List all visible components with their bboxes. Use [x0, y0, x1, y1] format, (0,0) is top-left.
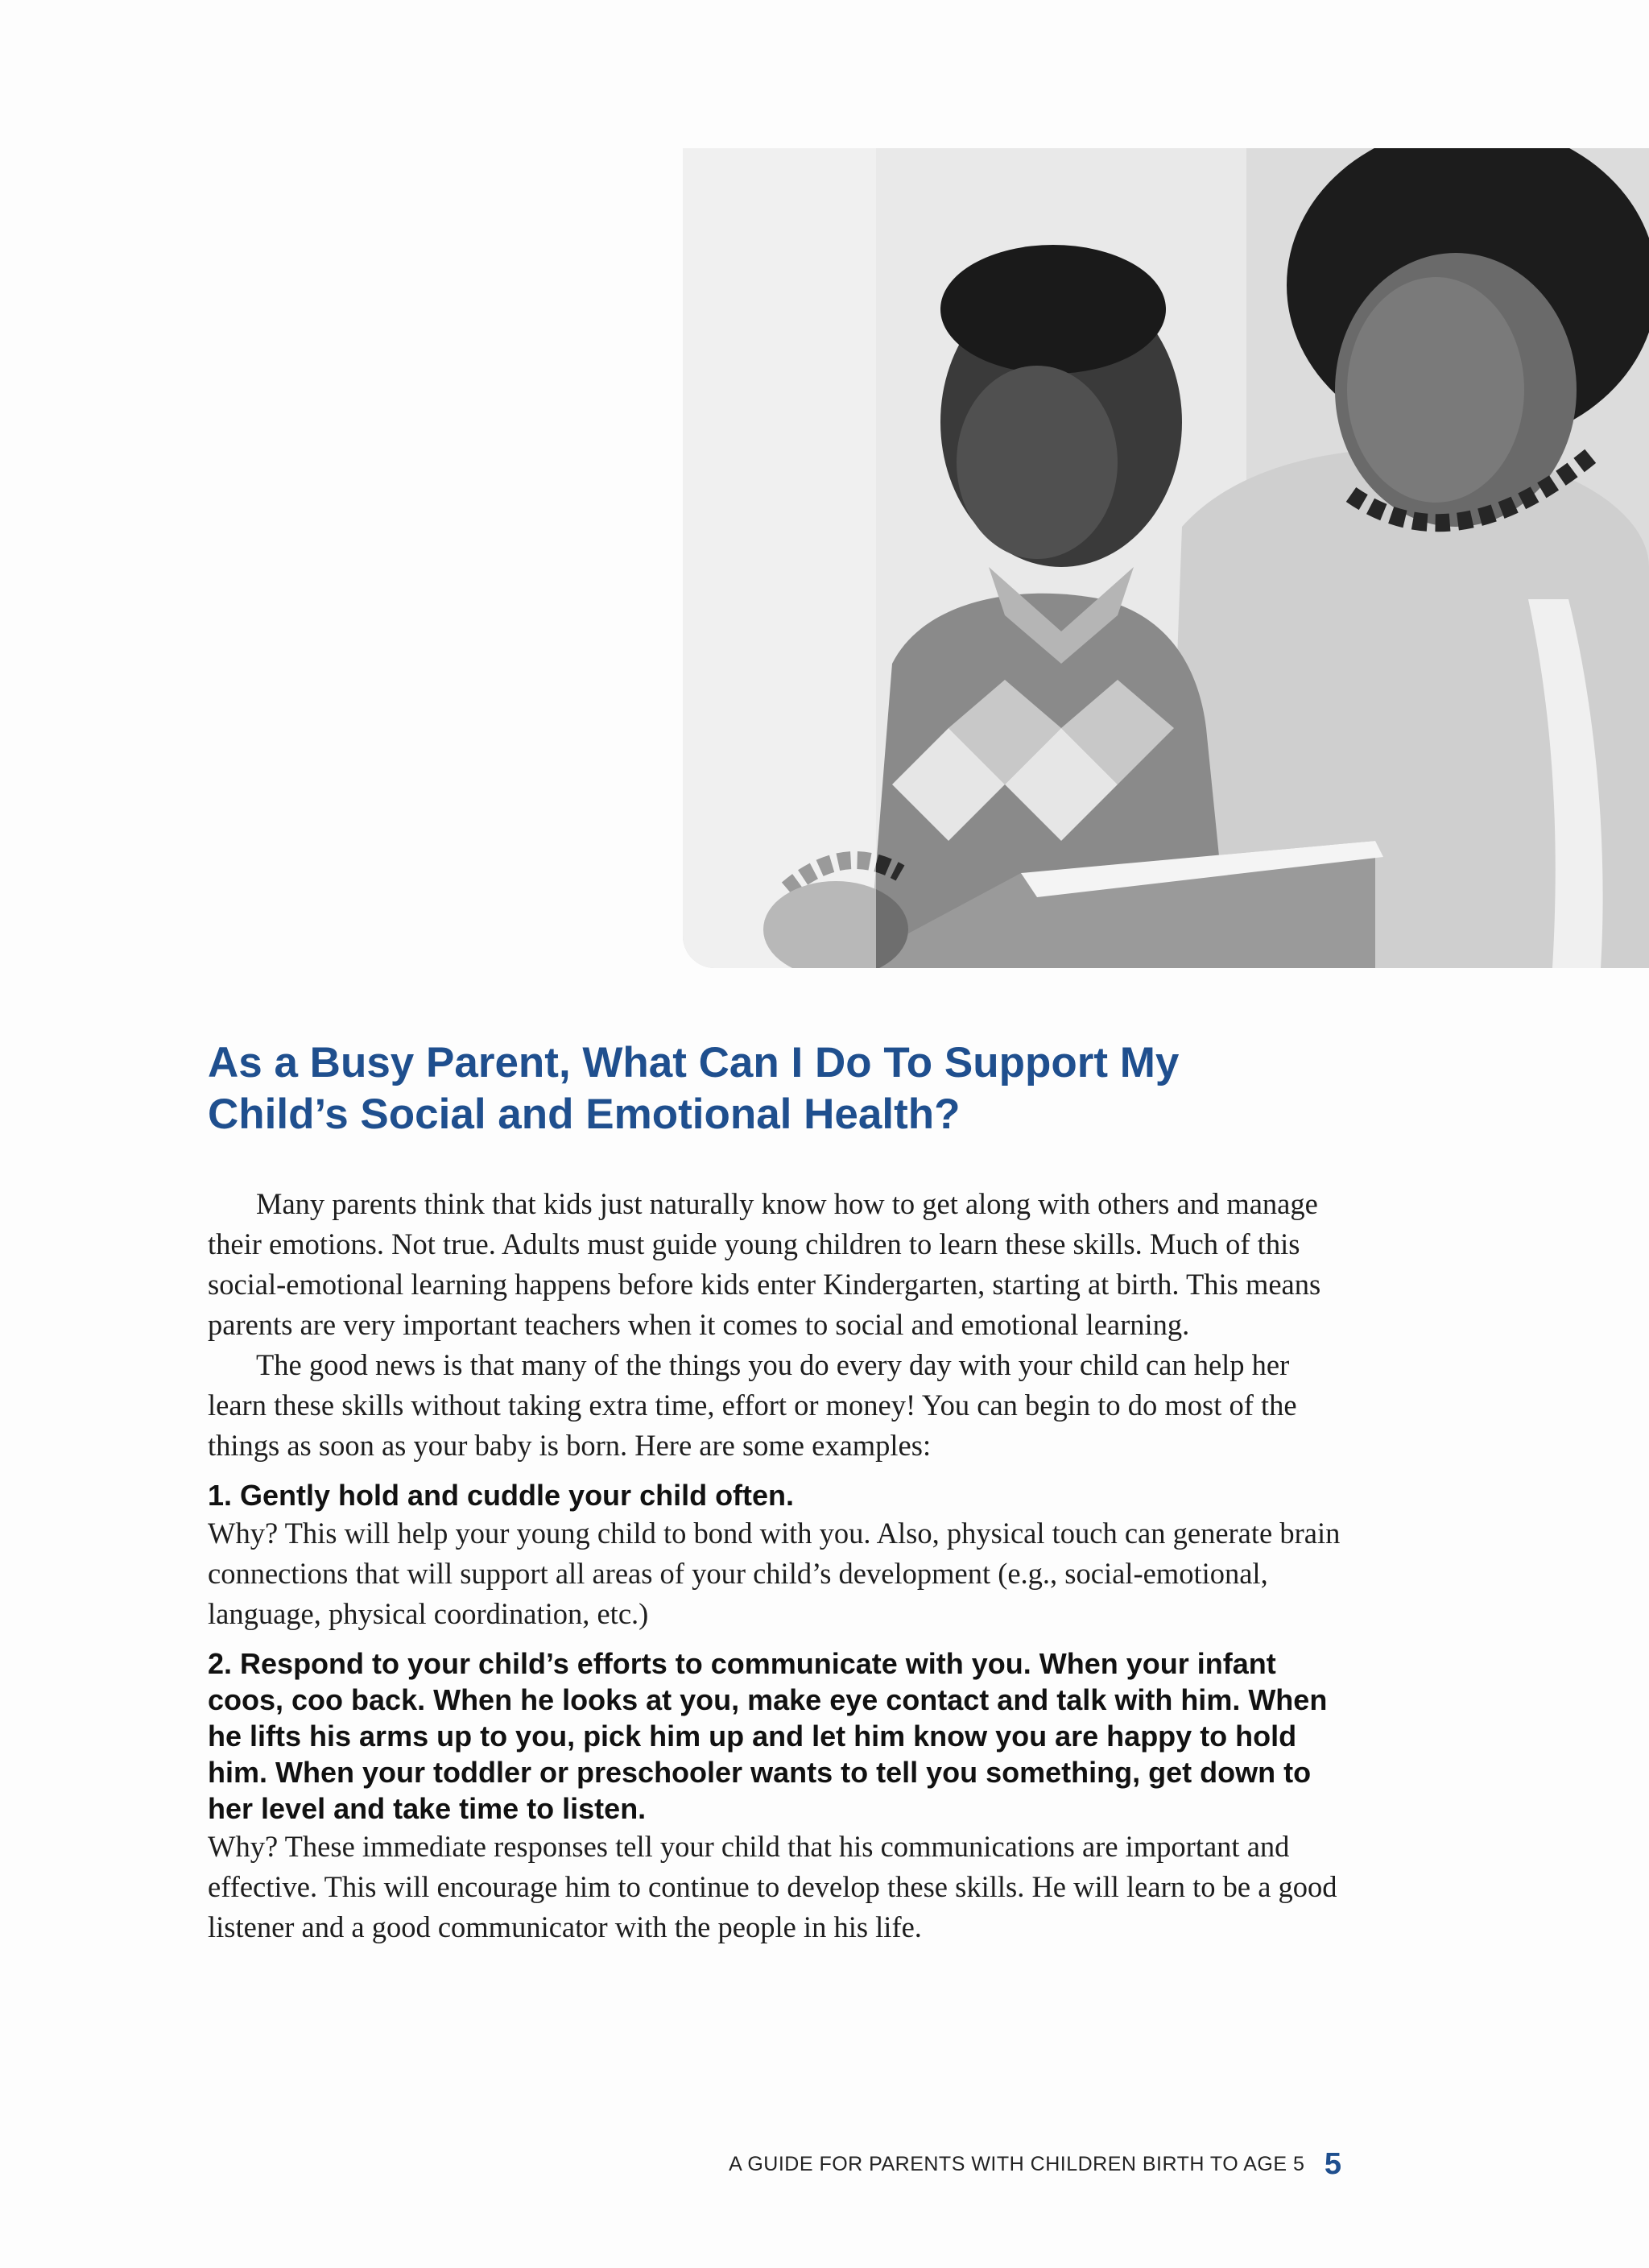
intro-paragraph-2: The good news is that many of the things you do every day with your child can help her learn these skills without taking extra time, effort or money! You can begin to do most of the things as soon as your baby is born. Here are some examples:	[208, 1348, 1297, 1462]
footer-guide-title: A GUIDE FOR PARENTS WITH CHILDREN BIRTH TO AGE 5	[729, 2153, 1305, 2175]
tip-title-2: 2. Respond to your child’s efforts to communicate with you. When your infant coos, coo back. When he looks at you, make eye contact and talk with him. When he lifts his arms up to you, pick him up and let him know you are happy to hold him. When your toddler or preschooler wants to tell you something, get down to her level and take time to listen.	[208, 1647, 1328, 1825]
tip-item-2	[208, 1645, 1351, 1947]
page-title-line-2: Child’s Social and Emotional Health?	[208, 1091, 961, 1138]
tip-item-1	[208, 1477, 1351, 1634]
page-number: 5	[1324, 2147, 1341, 2181]
page-title-line-1: As a Busy Parent, What Can I Do To Support My	[208, 1039, 1180, 1086]
page-title	[208, 1037, 1432, 1140]
parent-child-reading-photo	[683, 148, 1649, 968]
intro-paragraph-1: Many parents think that kids just naturally know how to get along with others and manage their emotions. Not true. Adults must guide young children to learn these skills. Much of this social-emotional learning happens before kids enter Kindergarten, starting at birth. This means parents are very important teachers when it comes to social and emotional learning.	[208, 1187, 1321, 1341]
article-body	[208, 1184, 1351, 1947]
tip-why-2: Why? These immediate responses tell your child that his communications are important and effective. This will encourage him to continue to develop these skills. He will learn to be a good listener and a good communicator with the people in his life.	[208, 1830, 1337, 1943]
tip-title-1: 1. Gently hold and cuddle your child often.	[208, 1479, 795, 1512]
page-footer	[729, 2147, 1341, 2182]
tip-why-1: Why? This will help your young child to bond with you. Also, physical touch can generate brain connections that will support all areas of your child’s development (e.g., social-emotional, language, physical coordination, etc.)	[208, 1517, 1341, 1630]
